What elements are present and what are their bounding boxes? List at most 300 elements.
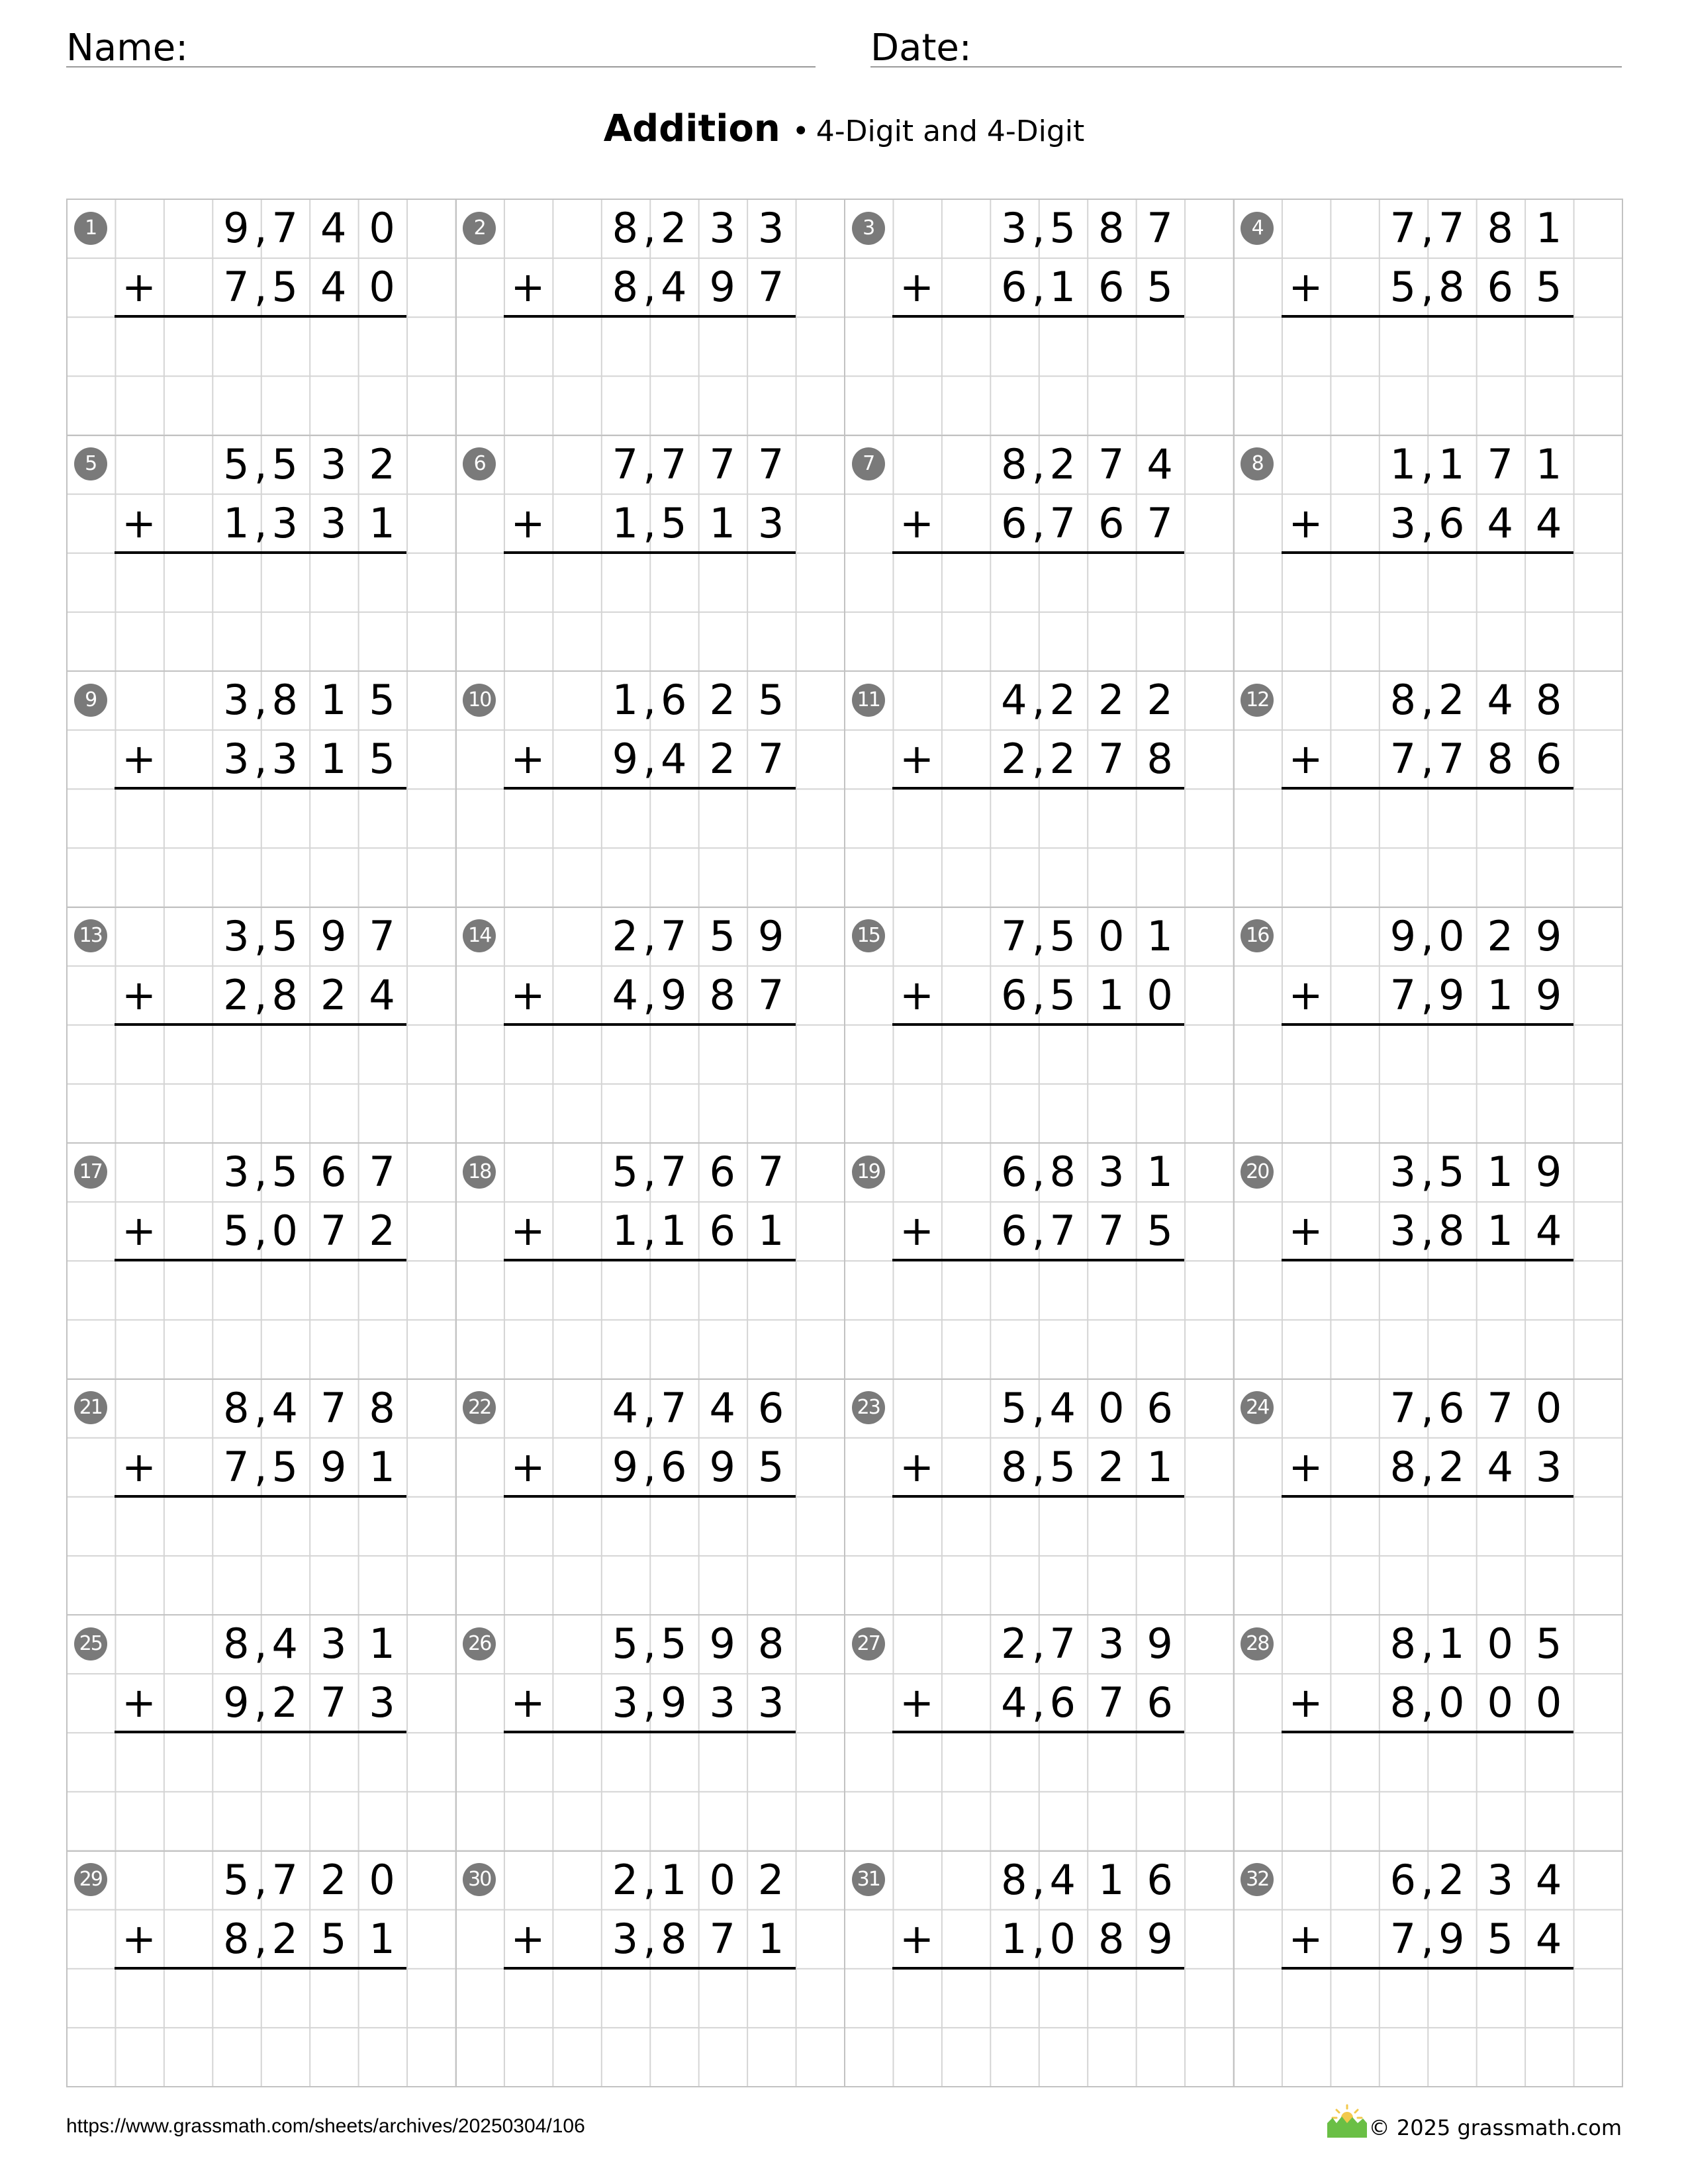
bottom-thousands-comma: , [1031, 1206, 1045, 1255]
top-thousands-comma: , [254, 1855, 267, 1904]
grass-sun-logo-icon [1327, 2103, 1367, 2138]
bottom-thousands-comma: , [254, 970, 267, 1019]
bottom-digit: 1 [1487, 1206, 1513, 1255]
bottom-digit: 2 [369, 1206, 395, 1255]
answer-area[interactable] [115, 1732, 406, 1850]
answer-area[interactable] [1282, 316, 1573, 434]
problem-number-badge: 8 [1241, 447, 1274, 480]
bottom-digit: 7 [223, 1442, 250, 1491]
problem-11 [844, 670, 1233, 907]
top-digit: 1 [320, 676, 347, 724]
plus-sign: + [510, 498, 545, 547]
problem-8 [1233, 435, 1622, 671]
bottom-digit: 7 [1438, 735, 1465, 784]
problem-number-badge: 25 [74, 1627, 107, 1661]
bottom-digit: 1 [223, 498, 250, 547]
bottom-thousands-comma: , [1421, 1442, 1434, 1491]
top-digit: 8 [1098, 204, 1125, 252]
bottom-digit: 3 [271, 498, 298, 547]
bottom-digit: 1 [1001, 1914, 1027, 1963]
top-digit: 6 [661, 676, 687, 724]
bottom-digit: 9 [612, 735, 639, 784]
bottom-thousands-comma: , [1031, 1442, 1045, 1491]
answer-area[interactable] [504, 553, 796, 670]
top-digit: 3 [757, 204, 784, 252]
bottom-digit: 7 [1389, 1914, 1417, 1963]
bottom-digit: 8 [1001, 1442, 1027, 1491]
bottom-digit: 7 [1389, 735, 1417, 784]
bottom-digit: 0 [1049, 1914, 1076, 1963]
top-thousands-comma: , [1031, 1383, 1045, 1432]
bottom-thousands-comma: , [254, 1442, 267, 1491]
top-digit: 5 [757, 676, 784, 724]
top-digit: 4 [1049, 1383, 1076, 1432]
bottom-digit: 5 [223, 1206, 250, 1255]
top-digit: 9 [1389, 911, 1417, 960]
bottom-thousands-comma: , [254, 1678, 267, 1727]
problem-number-badge: 24 [1241, 1391, 1274, 1424]
bottom-digit: 4 [1487, 1442, 1513, 1491]
top-digit: 5 [223, 439, 250, 488]
problem-7 [844, 435, 1233, 671]
bottom-digit: 1 [1049, 263, 1076, 312]
problem-4 [1233, 199, 1622, 435]
footer-copyright: © 2025 grassmath.com [1368, 2115, 1622, 2140]
answer-area[interactable] [504, 316, 796, 434]
top-digit: 3 [320, 1619, 347, 1668]
bottom-digit: 1 [757, 1206, 784, 1255]
top-thousands-comma: , [643, 1148, 657, 1196]
problem-22 [455, 1379, 845, 1615]
top-digit: 1 [1438, 1619, 1465, 1668]
top-digit: 7 [1049, 1619, 1076, 1668]
problem-number-badge: 13 [74, 919, 107, 952]
top-digit: 8 [612, 204, 639, 252]
answer-area[interactable] [115, 316, 406, 434]
bottom-digit: 9 [661, 970, 687, 1019]
top-digit: 1 [1487, 1148, 1513, 1196]
bottom-thousands-comma: , [1031, 498, 1045, 547]
answer-area[interactable] [892, 1496, 1184, 1614]
bottom-digit: 9 [661, 1678, 687, 1727]
bottom-digit: 9 [1438, 1914, 1465, 1963]
plus-sign: + [1288, 1678, 1323, 1727]
footer-url: https://www.grassmath.com/sheets/archives/20250304/106 [66, 2115, 585, 2137]
bottom-digit: 0 [1438, 1678, 1465, 1727]
plus-sign: + [510, 1442, 545, 1491]
bottom-digit: 4 [1535, 1206, 1562, 1255]
top-digit: 1 [1438, 439, 1465, 488]
top-digit: 7 [1487, 1383, 1513, 1432]
top-digit: 7 [757, 439, 784, 488]
top-digit: 6 [757, 1383, 784, 1432]
problem-number-badge: 31 [852, 1863, 885, 1896]
bottom-thousands-comma: , [1031, 263, 1045, 312]
problem-18 [455, 1142, 845, 1379]
bottom-digit: 9 [612, 1442, 639, 1491]
bottom-digit: 8 [1147, 735, 1173, 784]
problem-number-badge: 11 [852, 684, 885, 717]
title-main: Addition [603, 107, 780, 150]
top-thousands-comma: , [1031, 439, 1045, 488]
bottom-digit: 7 [757, 263, 784, 312]
bottom-digit: 9 [1535, 970, 1562, 1019]
problem-number-badge: 23 [852, 1391, 885, 1424]
plus-sign: + [121, 498, 156, 547]
bottom-digit: 7 [1147, 498, 1173, 547]
top-digit: 3 [1001, 204, 1027, 252]
top-thousands-comma: , [1031, 911, 1045, 960]
top-digit: 2 [1098, 676, 1125, 724]
bottom-digit: 7 [757, 970, 784, 1019]
answer-area[interactable] [892, 1260, 1184, 1378]
bottom-digit: 5 [320, 1914, 347, 1963]
top-digit: 3 [320, 439, 347, 488]
bottom-digit: 2 [1098, 1442, 1125, 1491]
bottom-thousands-comma: , [1421, 735, 1434, 784]
bottom-digit: 6 [1098, 263, 1125, 312]
problem-number-badge: 27 [852, 1627, 885, 1661]
bottom-digit: 4 [661, 735, 687, 784]
bottom-thousands-comma: , [643, 1442, 657, 1491]
bottom-thousands-comma: , [1031, 1678, 1045, 1727]
top-digit: 7 [1147, 204, 1173, 252]
top-digit: 8 [1487, 204, 1513, 252]
top-digit: 7 [271, 1855, 298, 1904]
problem-23 [844, 1379, 1233, 1615]
answer-area[interactable] [115, 788, 406, 906]
answer-area[interactable] [1282, 1024, 1573, 1142]
plus-sign: + [899, 970, 934, 1019]
bottom-digit: 3 [223, 735, 250, 784]
answer-area[interactable] [1282, 788, 1573, 906]
top-digit: 6 [709, 1148, 735, 1196]
plus-sign: + [510, 970, 545, 1019]
bottom-digit: 4 [369, 970, 395, 1019]
top-digit: 7 [661, 439, 687, 488]
top-digit: 7 [369, 911, 395, 960]
bottom-digit: 1 [661, 1206, 687, 1255]
top-digit: 8 [369, 1383, 395, 1432]
answer-area[interactable] [115, 553, 406, 670]
problem-26 [455, 1614, 845, 1850]
top-thousands-comma: , [1421, 1383, 1434, 1432]
bottom-digit: 7 [1389, 970, 1417, 1019]
problem-number-badge: 3 [852, 212, 885, 245]
bottom-digit: 4 [320, 263, 347, 312]
top-digit: 7 [661, 1148, 687, 1196]
top-digit: 1 [1098, 1855, 1125, 1904]
top-digit: 6 [1389, 1855, 1417, 1904]
answer-area[interactable] [1282, 1732, 1573, 1850]
top-digit: 2 [1438, 676, 1465, 724]
answer-area[interactable] [892, 1732, 1184, 1850]
date-line[interactable] [870, 66, 1622, 68]
problem-16 [1233, 907, 1622, 1143]
top-digit: 5 [369, 676, 395, 724]
answer-area[interactable] [892, 316, 1184, 434]
bottom-thousands-comma: , [643, 1206, 657, 1255]
problem-number-badge: 7 [852, 447, 885, 480]
bottom-digit: 5 [369, 735, 395, 784]
bottom-digit: 4 [1535, 498, 1562, 547]
bottom-digit: 5 [1147, 263, 1173, 312]
bottom-thousands-comma: , [1421, 1914, 1434, 1963]
problem-number-badge: 2 [463, 212, 496, 245]
top-digit: 7 [1389, 1383, 1417, 1432]
bottom-digit: 7 [1098, 1206, 1125, 1255]
answer-area[interactable] [115, 1496, 406, 1614]
bottom-digit: 8 [1487, 735, 1513, 784]
bottom-digit: 1 [757, 1914, 784, 1963]
top-digit: 8 [1001, 439, 1027, 488]
answer-area[interactable] [892, 1024, 1184, 1142]
top-thousands-comma: , [254, 439, 267, 488]
bottom-digit: 3 [1389, 498, 1417, 547]
top-digit: 3 [709, 204, 735, 252]
answer-area[interactable] [504, 1732, 796, 1850]
answer-area[interactable] [1282, 1968, 1573, 2086]
problem-6 [455, 435, 845, 671]
date-label: Date: [870, 26, 972, 69]
answer-area[interactable] [1282, 1260, 1573, 1378]
top-thousands-comma: , [643, 439, 657, 488]
bottom-thousands-comma: , [1421, 1206, 1434, 1255]
top-digit: 2 [612, 911, 639, 960]
top-digit: 4 [612, 1383, 639, 1432]
plus-sign: + [1288, 735, 1323, 784]
bottom-digit: 3 [757, 498, 784, 547]
top-digit: 7 [661, 911, 687, 960]
plus-sign: + [121, 263, 156, 312]
bottom-digit: 7 [1049, 1206, 1076, 1255]
bottom-digit: 6 [709, 1206, 735, 1255]
top-digit: 3 [223, 911, 250, 960]
top-digit: 6 [1438, 1383, 1465, 1432]
top-digit: 2 [1487, 911, 1513, 960]
top-digit: 0 [1098, 1383, 1125, 1432]
bottom-digit: 7 [223, 263, 250, 312]
problem-grid [66, 199, 1623, 2087]
top-digit: 2 [612, 1855, 639, 1904]
bottom-digit: 4 [1001, 1678, 1027, 1727]
top-digit: 8 [1389, 1619, 1417, 1668]
top-thousands-comma: , [254, 911, 267, 960]
answer-area[interactable] [504, 1024, 796, 1142]
bottom-digit: 6 [1098, 498, 1125, 547]
top-digit: 3 [1389, 1148, 1417, 1196]
top-digit: 8 [1001, 1855, 1027, 1904]
answer-area[interactable] [892, 553, 1184, 670]
problem-number-badge: 1 [74, 212, 107, 245]
bottom-digit: 6 [1049, 1678, 1076, 1727]
top-digit: 9 [757, 911, 784, 960]
bottom-digit: 2 [1001, 735, 1027, 784]
top-digit: 9 [1535, 1148, 1562, 1196]
title-separator: • [792, 114, 810, 148]
top-digit: 7 [271, 204, 298, 252]
plus-sign: + [899, 735, 934, 784]
top-digit: 5 [271, 1148, 298, 1196]
top-digit: 2 [661, 204, 687, 252]
top-digit: 7 [1389, 204, 1417, 252]
problem-number-badge: 26 [463, 1627, 496, 1661]
top-digit: 5 [223, 1855, 250, 1904]
bottom-digit: 9 [223, 1678, 250, 1727]
bottom-digit: 0 [1487, 1678, 1513, 1727]
plus-sign: + [899, 1442, 934, 1491]
bottom-digit: 5 [1535, 263, 1562, 312]
bottom-digit: 6 [1535, 735, 1562, 784]
bottom-thousands-comma: , [254, 1914, 267, 1963]
problem-number-badge: 30 [463, 1863, 496, 1896]
top-thousands-comma: , [643, 1619, 657, 1668]
bottom-digit: 1 [709, 498, 735, 547]
top-thousands-comma: , [1421, 204, 1434, 252]
title-subtitle: 4-Digit and 4-Digit [816, 114, 1085, 148]
problem-number-badge: 22 [463, 1391, 496, 1424]
bottom-thousands-comma: , [643, 263, 657, 312]
name-label: Name: [66, 26, 189, 69]
bottom-digit: 2 [1049, 735, 1076, 784]
top-digit: 2 [757, 1855, 784, 1904]
top-digit: 0 [709, 1855, 735, 1904]
name-line[interactable] [66, 66, 816, 68]
top-digit: 8 [1049, 1148, 1076, 1196]
top-digit: 5 [612, 1619, 639, 1668]
top-thousands-comma: , [1421, 911, 1434, 960]
top-digit: 3 [1098, 1148, 1125, 1196]
problem-3 [844, 199, 1233, 435]
top-digit: 8 [223, 1383, 250, 1432]
bottom-digit: 5 [271, 263, 298, 312]
bottom-digit: 3 [320, 498, 347, 547]
bottom-digit: 3 [757, 1678, 784, 1727]
bottom-thousands-comma: , [643, 970, 657, 1019]
top-digit: 8 [223, 1619, 250, 1668]
top-digit: 1 [1535, 439, 1562, 488]
bottom-digit: 1 [369, 1442, 395, 1491]
answer-area[interactable] [1282, 553, 1573, 670]
problem-29 [66, 1850, 455, 2087]
top-thousands-comma: , [1031, 1619, 1045, 1668]
top-digit: 3 [223, 676, 250, 724]
answer-area[interactable] [504, 788, 796, 906]
top-digit: 5 [1001, 1383, 1027, 1432]
answer-area[interactable] [892, 788, 1184, 906]
problem-27 [844, 1614, 1233, 1850]
top-digit: 2 [1438, 1855, 1465, 1904]
problem-number-badge: 15 [852, 919, 885, 952]
top-digit: 6 [1147, 1383, 1173, 1432]
bottom-digit: 0 [1535, 1678, 1562, 1727]
top-thousands-comma: , [1421, 676, 1434, 724]
plus-sign: + [899, 263, 934, 312]
top-thousands-comma: , [643, 676, 657, 724]
top-digit: 5 [661, 1619, 687, 1668]
top-thousands-comma: , [1421, 439, 1434, 488]
bottom-digit: 1 [1098, 970, 1125, 1019]
top-digit: 8 [1389, 676, 1417, 724]
bottom-thousands-comma: , [643, 1914, 657, 1963]
top-digit: 4 [1487, 676, 1513, 724]
bottom-digit: 6 [1147, 1678, 1173, 1727]
answer-area[interactable] [1282, 1496, 1573, 1614]
top-digit: 1 [369, 1619, 395, 1668]
bottom-digit: 3 [369, 1678, 395, 1727]
bottom-digit: 1 [369, 498, 395, 547]
bottom-thousands-comma: , [254, 1206, 267, 1255]
plus-sign: + [899, 498, 934, 547]
problem-number-badge: 5 [74, 447, 107, 480]
answer-area[interactable] [115, 1260, 406, 1378]
bottom-thousands-comma: , [1421, 970, 1434, 1019]
answer-area[interactable] [892, 1968, 1184, 2086]
plus-sign: + [1288, 970, 1323, 1019]
bottom-digit: 5 [1389, 263, 1417, 312]
bottom-digit: 2 [271, 1914, 298, 1963]
top-digit: 1 [1389, 439, 1417, 488]
top-digit: 5 [1438, 1148, 1465, 1196]
plus-sign: + [510, 1914, 545, 1963]
top-digit: 2 [709, 676, 735, 724]
bottom-digit: 0 [1147, 970, 1173, 1019]
bottom-thousands-comma: , [1421, 498, 1434, 547]
problem-15 [844, 907, 1233, 1143]
bottom-digit: 6 [1001, 498, 1027, 547]
top-digit: 0 [1535, 1383, 1562, 1432]
answer-area[interactable] [115, 1968, 406, 2086]
top-digit: 0 [1487, 1619, 1513, 1668]
problem-21 [66, 1379, 455, 1615]
plus-sign: + [510, 1678, 545, 1727]
bottom-digit: 8 [223, 1914, 250, 1963]
bottom-digit: 7 [709, 1914, 735, 1963]
problem-number-badge: 28 [1241, 1627, 1274, 1661]
answer-area[interactable] [504, 1260, 796, 1378]
problem-number-badge: 9 [74, 684, 107, 717]
bottom-digit: 3 [612, 1678, 639, 1727]
bottom-digit: 6 [1001, 970, 1027, 1019]
bottom-digit: 2 [1438, 1442, 1465, 1491]
bottom-digit: 3 [271, 735, 298, 784]
bottom-digit: 8 [612, 263, 639, 312]
plus-sign: + [121, 1678, 156, 1727]
bottom-digit: 7 [1098, 1678, 1125, 1727]
problem-number-badge: 19 [852, 1156, 885, 1189]
answer-area[interactable] [115, 1024, 406, 1142]
bottom-digit: 4 [661, 263, 687, 312]
top-digit: 4 [709, 1383, 735, 1432]
top-digit: 7 [757, 1148, 784, 1196]
bottom-digit: 2 [271, 1678, 298, 1727]
top-digit: 4 [271, 1619, 298, 1668]
top-thousands-comma: , [1421, 1855, 1434, 1904]
answer-area[interactable] [504, 1496, 796, 1614]
top-digit: 0 [1098, 911, 1125, 960]
top-thousands-comma: , [1421, 1148, 1434, 1196]
plus-sign: + [121, 970, 156, 1019]
bottom-digit: 8 [1098, 1914, 1125, 1963]
top-digit: 7 [661, 1383, 687, 1432]
answer-area[interactable] [504, 1968, 796, 2086]
problem-number-badge: 21 [74, 1391, 107, 1424]
problem-number-badge: 4 [1241, 212, 1274, 245]
top-digit: 6 [1001, 1148, 1027, 1196]
bottom-digit: 6 [661, 1442, 687, 1491]
top-thousands-comma: , [254, 676, 267, 724]
top-digit: 5 [1049, 911, 1076, 960]
